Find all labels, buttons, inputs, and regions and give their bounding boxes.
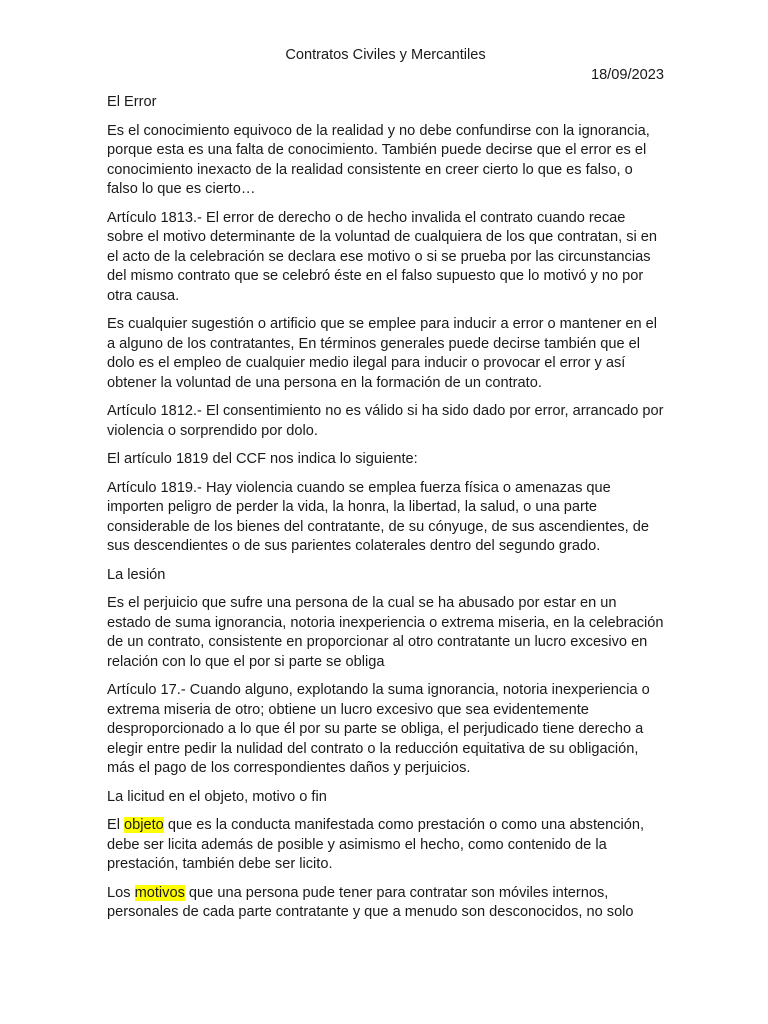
paragraph-article-1812: Artículo 1812.- El consentimiento no es válido si ha sido dado por error, arrancado por violencia o sorprendido por dolo. [107,403,664,439]
section-heading-licitud: La licitud en el objeto, motivo o fin [107,788,327,805]
objeto-prefix: El [107,817,125,833]
paragraph-article-1819: Artículo 1819.- Hay violencia cuando se emplea fuerza física o amenazas que importen peligro de perder la vida, la honra, la libertad, la salud, o una parte considerable de los bienes del contratante, de su cónyuge, de sus ascendientes, de sus descendientes o de sus parientes colaterales dentro del segundo grado. [107,479,649,554]
motivos-prefix: Los [107,884,135,901]
paragraph-article-1813: Artículo 1813.- El error de derecho o de hecho invalida el contrato cuando recae sobre el motivo determinante de la voluntad de cualquiera de los que contratan, si en el acto de la celebración se declara ese motivo o si se prueba por las circunstancias del mismo contrato que se celebró éste en el falso supuesto que lo motivó y no por otra causa. [107,209,658,304]
highlighted-word-motivos: motivos [134,884,185,901]
objeto-suffix: que es la conducta manifestada como prestación o como una abstención, debe ser licita además de posible y asimismo el hecho, como contenido de la prestación, también debe ser licito. [107,817,645,872]
document-title: Contratos Civiles y Mercantiles [285,47,486,63]
highlighted-word-objeto: objeto [124,817,164,833]
section-heading-lesion: La lesión [107,566,166,583]
paragraph-error-definition: Es el conocimiento equivoco de la realidad y no debe confundirse con la ignorancia, porque esta es una falta de conocimiento. También puede decirse que el error es el conocimiento inexacto de la realidad consistente en creer cierto lo que es falso, o falso lo que es cierto… [107,122,650,197]
paragraph-article-17: Artículo 17.- Cuando alguno, explotando la suma ignorancia, notoria inexperiencia o extrema miseria de otro; obtiene un lucro excesivo que sea evidentemente desproporcionado a lo que él por su parte se obliga, el perjudicado tiene derecho a elegir entre pedir la nulidad del contrato o la reducción equitativa de su obligación, más el pago de los correspondientes daños y perjuicios. [107,682,650,776]
motivos-suffix: que una persona pude tener para contratar son móviles internos, personales de cada parte contratante y que a menudo son desconocidos, no solo [107,884,634,920]
paragraph-motivos [107,884,664,923]
section-heading-error: El Error [107,94,157,110]
paragraph-dolo-definition: Es cualquier sugestión o artificio que se emplee para inducir a error o mantener en el a alguno de los contratantes, En términos generales puede decirse también que el dolo es el empleo de cualquier medio ilegal para inducir o provocar el error y así obtener la voluntad de una persona en la formación de un contrato. [107,316,658,391]
paragraph-objeto [107,816,664,875]
document-date: 18/09/2023 [590,67,664,83]
paragraph-ccf-intro: El artículo 1819 del CCF nos indica lo siguiente: [107,451,418,467]
paragraph-lesion-definition: Es el perjuicio que sufre una persona de la cual se ha abusado por estar en un estado de suma ignorancia, notoria inexperiencia o extrema miseria, en la celebración de un contrato, consistente en proporcionar al otro contratante un lucro excesivo en relación con lo que el por si parte se obliga [107,595,664,670]
